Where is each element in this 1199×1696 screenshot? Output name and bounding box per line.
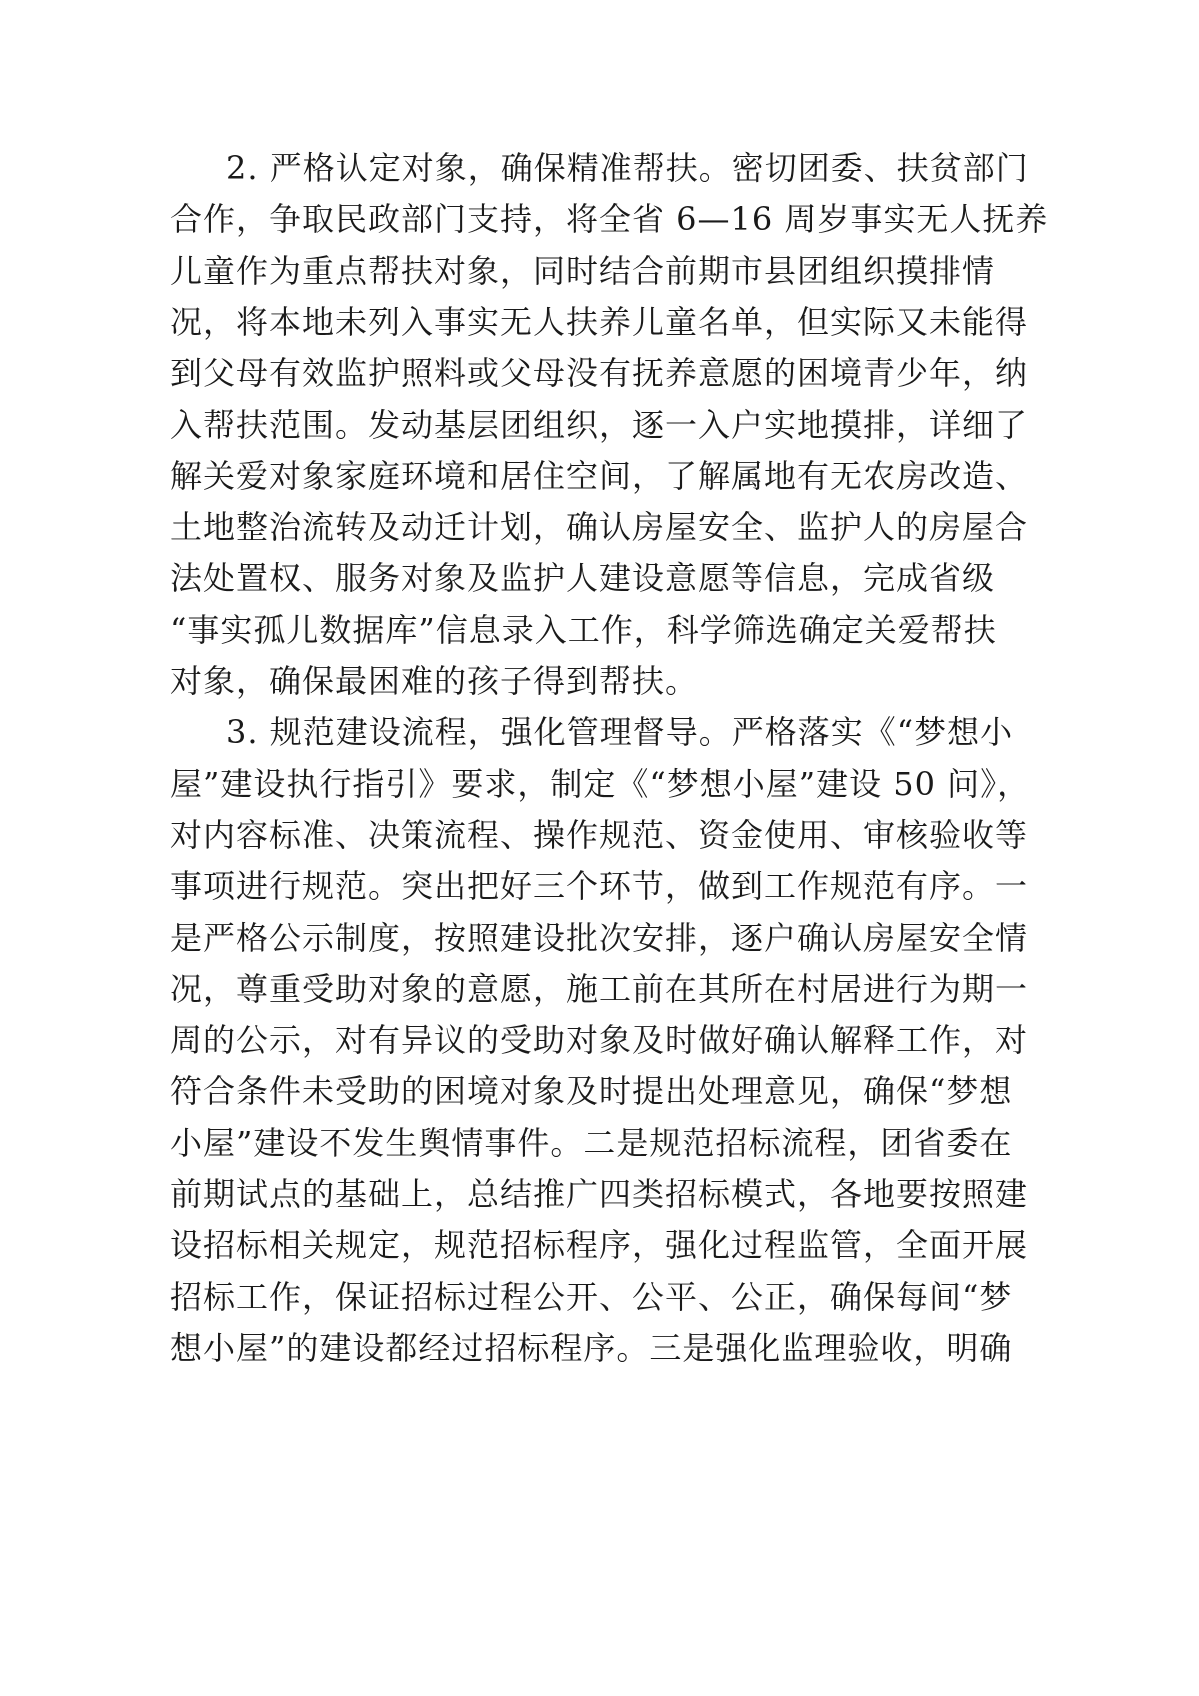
text-line: 对象，确保最困难的孩子得到帮扶。 — [170, 662, 699, 700]
text-line: 合作，争取民政部门支持，将全省 6—16 周岁事实无人抚养 — [170, 200, 1049, 239]
paragraph-start-line: 2. 严格认定对象，确保精准帮扶。密切团委、扶贫部门 — [226, 149, 1029, 187]
text-line: 小屋”建设不发生舆情事件。二是规范招标流程，团省委在 — [170, 1123, 1013, 1162]
text-line: 况，尊重受助对象的意愿，施工前在其所在村居进行为期一 — [170, 969, 1029, 1008]
text-line: 事项进行规范。突出把好三个环节，做到工作规范有序。一 — [170, 867, 1029, 906]
text-line: 招标工作，保证招标过程公开、公平、公正，确保每间“梦 — [170, 1277, 1013, 1316]
text-line: 到父母有效监护照料或父母没有抚养意愿的困境青少年，纳 — [170, 354, 1029, 393]
text-line: 设招标相关规定，规范招标程序，强化过程监管，全面开展 — [170, 1226, 1029, 1265]
text-line: 土地整治流转及动迁计划，确认房屋安全、监护人的房屋合 — [170, 508, 1029, 547]
text-line: 符合条件未受助的困境对象及时提出处理意见，确保“梦想 — [170, 1072, 1013, 1111]
text-line: 想小屋”的建设都经过招标程序。三是强化监理验收，明确 — [170, 1328, 1013, 1367]
text-line: 周的公示，对有异议的受助对象及时做好确认解释工作，对 — [170, 1021, 1029, 1060]
paragraph-start-line: 3. 规范建设流程，强化管理督导。严格落实《“梦想小 — [226, 713, 1014, 752]
text-line: 是严格公示制度，按照建设批次安排，逐户确认房屋安全情 — [170, 918, 1029, 957]
text-line: 解关爱对象家庭环境和居住空间，了解属地有无农房改造、 — [170, 456, 1029, 495]
text-line: 屋”建设执行指引》要求，制定《“梦想小屋”建设 50 问》， — [170, 764, 1031, 803]
text-line: 入帮扶范围。发动基层团组织，逐一入户实地摸排，详细了 — [170, 405, 1029, 444]
text-line: 况，将本地未列入事实无人扶养儿童名单，但实际又未能得 — [170, 302, 1029, 341]
text-line: 法处置权、服务对象及监护人建设意愿等信息，完成省级 — [170, 559, 996, 598]
text-line: 前期试点的基础上，总结推广四类招标模式，各地要按照建 — [170, 1175, 1029, 1213]
text-line: “事实孤儿数据库”信息录入工作，科学筛选确定关爱帮扶 — [170, 610, 997, 649]
text-line: 对内容标准、决策流程、操作规范、资金使用、审核验收等 — [170, 815, 1029, 854]
text-line: 儿童作为重点帮扶对象，同时结合前期市县团组织摸排情 — [170, 251, 996, 290]
